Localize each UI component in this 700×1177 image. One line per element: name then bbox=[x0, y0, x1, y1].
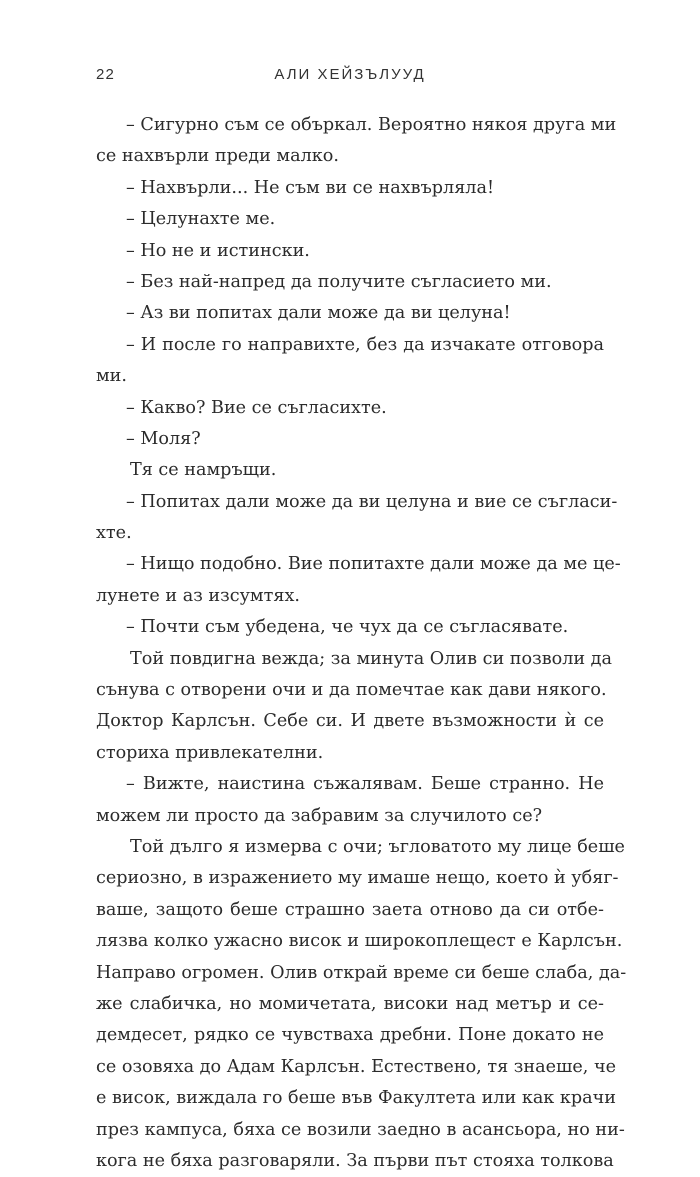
text-line: – Попитах дали може да ви целуна и вие се съгласи- bbox=[126, 491, 618, 512]
text-line: сънува с отворени очи и да помечтае как дави някого. bbox=[96, 680, 607, 701]
text-line: можем ли просто да забравим за случилото се? bbox=[96, 805, 543, 826]
text-line: кога не бяха разговаряли. За първи път стояха толкова bbox=[96, 1150, 614, 1171]
text-line: е висок, виждала го беше във Факултета или как крачи bbox=[96, 1088, 617, 1109]
text-line: – Моля? bbox=[126, 428, 201, 449]
text-line: – И после го направихте, без да изчакате отговора bbox=[126, 334, 604, 355]
text-line: – Какво? Вие се съгласихте. bbox=[126, 397, 387, 418]
body-text bbox=[96, 110, 627, 1177]
text-line: же слабичка, но момичетата, високи над метър и се- bbox=[96, 993, 604, 1014]
text-line: сториха привлекателни. bbox=[96, 742, 324, 763]
text-line: – Но не и истински. bbox=[126, 240, 310, 261]
text-line: – Сигурно съм се объркал. Вероятно някоя друга ми bbox=[126, 115, 617, 135]
text-line: – Аз ви попитах дали може да ви целуна! bbox=[126, 303, 511, 324]
text-line: ми. bbox=[96, 366, 128, 387]
text-line: ваше, защото беше страшно заета отново да си отбе- bbox=[96, 899, 604, 920]
text-line: Той дълго я измерва с очи; ъгловатото му лице беше bbox=[130, 836, 625, 857]
text-line: лязва колко ужасно висок и широкоплещест е Карлсън. bbox=[96, 931, 623, 952]
page-header bbox=[96, 66, 604, 88]
text-line: Направо огромен. Олив открай време си беше слаба, да- bbox=[96, 962, 627, 983]
text-line: – Целунахте ме. bbox=[126, 209, 276, 230]
text-line: сериозно, в изражението му имаше нещо, което ѝ убяг- bbox=[96, 868, 619, 889]
text-line: през кампуса, бяха се возили заедно в асансьора, но ни- bbox=[96, 1119, 625, 1140]
text-line: се нахвърли преди малко. bbox=[96, 146, 339, 167]
text-line: Тя се намръщи. bbox=[130, 460, 277, 481]
text-line: Доктор Карлсън. Себе си. И двете възможности ѝ се bbox=[96, 711, 604, 732]
text-line: хте. bbox=[96, 523, 132, 544]
text-line: – Без най-напред да получите съгласието ми. bbox=[126, 271, 552, 292]
page-number: 22 bbox=[96, 66, 116, 83]
text-line: – Вижте, наистина съжалявам. Беше странно. Не bbox=[126, 774, 604, 795]
running-title: АЛИ ХЕЙЗЪЛУУД bbox=[274, 66, 426, 83]
text-line: – Почти съм убедена, че чух да се съгласявате. bbox=[126, 617, 569, 638]
text-line: демдесет, рядко се чувстваха дребни. Поне докато не bbox=[96, 1025, 604, 1046]
text-line: лунете и аз изсумтях. bbox=[96, 585, 300, 606]
text-line: – Нищо подобно. Вие попитахте дали може да ме це- bbox=[126, 554, 621, 575]
text-line: – Нахвърли... Не съм ви се нахвърляла! bbox=[126, 177, 495, 198]
text-line: се озовяха до Адам Карлсън. Естествено, тя знаеше, че bbox=[96, 1056, 616, 1077]
text-line: Той повдигна вежда; за минута Олив си позволи да bbox=[130, 648, 613, 669]
